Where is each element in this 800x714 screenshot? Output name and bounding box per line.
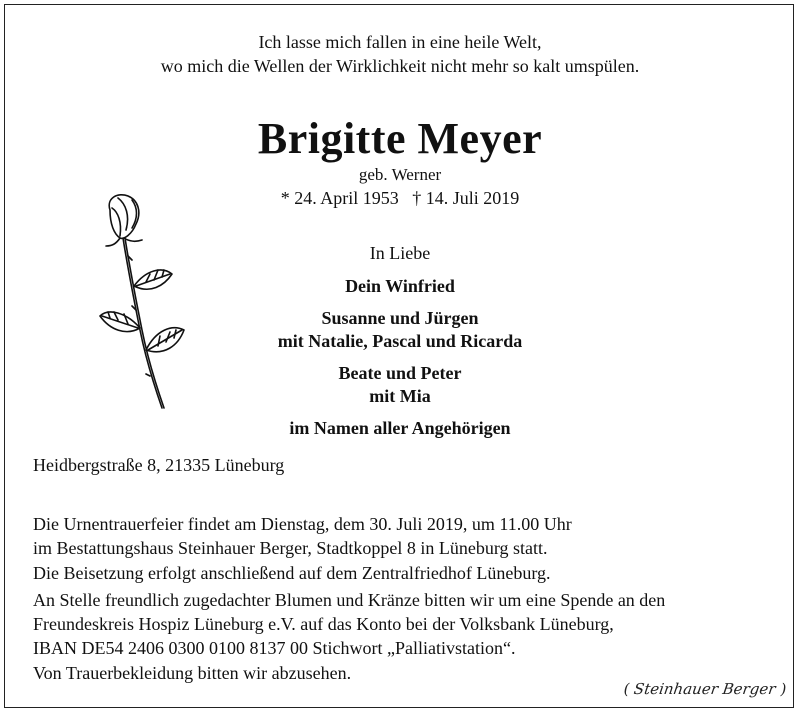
logo-bracket-left: ( [623, 680, 630, 698]
birth-name: geb. Werner [358, 165, 442, 184]
donation-notice [33, 588, 773, 660]
notice-line: An Stelle freundlich zugedachter Blumen und Kränze bitten wir um eine Spende an den [33, 590, 666, 610]
mourner-group [0, 275, 800, 298]
poem-line: wo mich die Wellen der Wirklichkeit nicht mehr so kalt umspülen. [160, 56, 640, 76]
mourners-intro: In Liebe [369, 243, 431, 263]
notice-line: Freundeskreis Hospiz Lüneburg e.V. auf das Konto bei der Volksbank Lüneburg, [33, 614, 614, 634]
ceremony-notice [33, 512, 773, 560]
deceased-name: Brigitte Meyer [257, 114, 543, 163]
logo-text: Steinhauer Berger [633, 680, 777, 698]
mourners-block [0, 242, 800, 449]
mourner-line: Beate und Peter [338, 363, 462, 383]
mourner-group [0, 307, 800, 353]
notice-line: Die Urnentrauerfeier findet am Dienstag, dem 30. Juli 2019, um 11.00 Uhr [33, 514, 572, 534]
notice-line: im Bestattungshaus Steinhauer Berger, Stadtkoppel 8 in Lüneburg statt. [33, 538, 548, 558]
mourner-line: Dein Winfried [345, 276, 455, 296]
burial-notice: Die Beisetzung erfolgt anschließend auf dem Zentralfriedhof Lüneburg. [33, 563, 551, 583]
funeral-home-logo [620, 676, 790, 702]
poem-line: Ich lasse mich fallen in eine heile Welt, [258, 32, 542, 52]
mourner-line: mit Natalie, Pascal und Ricarda [277, 331, 523, 351]
mourner-group [0, 417, 800, 440]
life-dates: * 24. April 1953 † 14. Juli 2019 [280, 188, 520, 208]
family-address: Heidbergstraße 8, 21335 Lüneburg [33, 455, 285, 475]
mourner-line: mit Mia [369, 386, 431, 406]
poem [0, 30, 800, 78]
clothing-notice: Von Trauerbekleidung bitten wir abzusehen. [33, 663, 352, 683]
mourner-line: Susanne und Jürgen [321, 308, 479, 328]
logo-bracket-right: ) [780, 680, 787, 698]
notice-line: IBAN DE54 2406 0300 0100 8137 00 Stichwort „Palliativstation“. [33, 638, 516, 658]
mourner-line: im Namen aller Angehörigen [289, 418, 511, 438]
mourner-group [0, 362, 800, 408]
